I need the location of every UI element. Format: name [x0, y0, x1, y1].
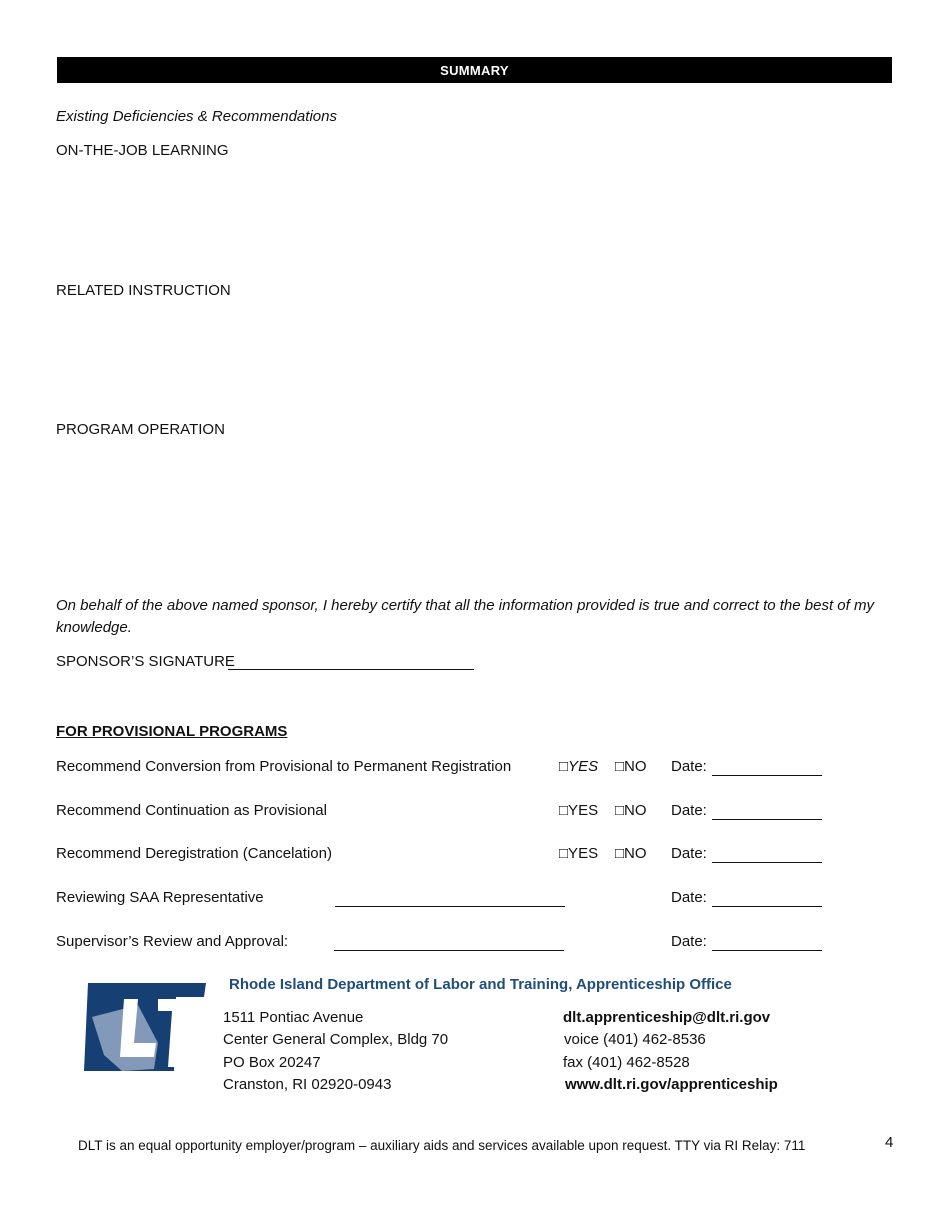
section-related-instruction: RELATED INSTRUCTION	[56, 282, 231, 299]
row-conversion-yes-checkbox[interactable]: □YES	[559, 758, 599, 775]
summary-banner: SUMMARY	[57, 57, 892, 83]
row-conversion-date-label: Date:	[671, 758, 707, 775]
row-continuation-date-label: Date:	[671, 802, 707, 819]
row-continuation-yes-checkbox[interactable]: □YES	[559, 802, 599, 819]
reviewer-date-label: Date:	[671, 889, 707, 906]
row-deregistration-date-line[interactable]	[712, 848, 822, 863]
supervisor-date-label: Date:	[671, 933, 707, 950]
supervisor-label: Supervisor’s Review and Approval:	[56, 933, 289, 950]
row-deregistration-label: Recommend Deregistration (Cancelation)	[56, 845, 332, 862]
address-line-4: Cranston, RI 02920-0943	[223, 1076, 392, 1093]
section-ojl: ON-THE-JOB LEARNING	[56, 142, 229, 159]
row-deregistration-date-label: Date:	[671, 845, 707, 862]
row-deregistration-no-checkbox[interactable]: □NO	[615, 845, 647, 862]
reviewer-label: Reviewing SAA Representative	[56, 889, 264, 906]
address-line-1: 1511 Pontiac Avenue	[223, 1009, 364, 1026]
dlt-logo-icon	[82, 981, 208, 1075]
supervisor-signature-line[interactable]	[334, 936, 564, 951]
section-program-operation: PROGRAM OPERATION	[56, 421, 225, 438]
address-line-2: Center General Complex, Bldg 70	[223, 1031, 449, 1048]
row-conversion-date-line[interactable]	[712, 761, 822, 776]
deficiencies-heading: Existing Deficiencies & Recommendations	[56, 108, 337, 125]
address-line-3: PO Box 20247	[223, 1054, 321, 1071]
supervisor-date-line[interactable]	[712, 936, 822, 951]
reviewer-signature-line[interactable]	[335, 892, 565, 907]
contact-fax: fax (401) 462-8528	[563, 1054, 690, 1071]
row-continuation-no-checkbox[interactable]: □NO	[615, 802, 647, 819]
certification-statement: On behalf of the above named sponsor, I hereby certify that all the information provided is true and correct to the best of my knowledge.	[56, 597, 874, 636]
sponsor-signature-line[interactable]	[228, 655, 474, 670]
org-name: Rhode Island Department of Labor and Training, Apprenticeship Office	[229, 976, 732, 993]
row-continuation-date-line[interactable]	[712, 805, 822, 820]
row-conversion-label: Recommend Conversion from Provisional to Permanent Registration	[56, 758, 512, 775]
row-conversion-no-checkbox[interactable]: □NO	[615, 758, 647, 775]
provisional-heading: FOR PROVISIONAL PROGRAMS	[56, 723, 288, 740]
page-number: 4	[885, 1134, 894, 1151]
contact-voice: voice (401) 462-8536	[564, 1031, 706, 1048]
row-continuation-label: Recommend Continuation as Provisional	[56, 802, 327, 819]
row-deregistration-yes-checkbox[interactable]: □YES	[559, 845, 599, 862]
reviewer-date-line[interactable]	[712, 892, 822, 907]
sponsor-signature-label: SPONSOR’S SIGNATURE	[56, 653, 235, 670]
equal-opportunity-note: DLT is an equal opportunity employer/program – auxiliary aids and services available upon request. TTY via RI Relay: 711	[78, 1138, 806, 1153]
website-link[interactable]: www.dlt.ri.gov/apprenticeship	[565, 1076, 778, 1093]
contact-email-link[interactable]: dlt.apprenticeship@dlt.ri.gov	[563, 1009, 771, 1026]
